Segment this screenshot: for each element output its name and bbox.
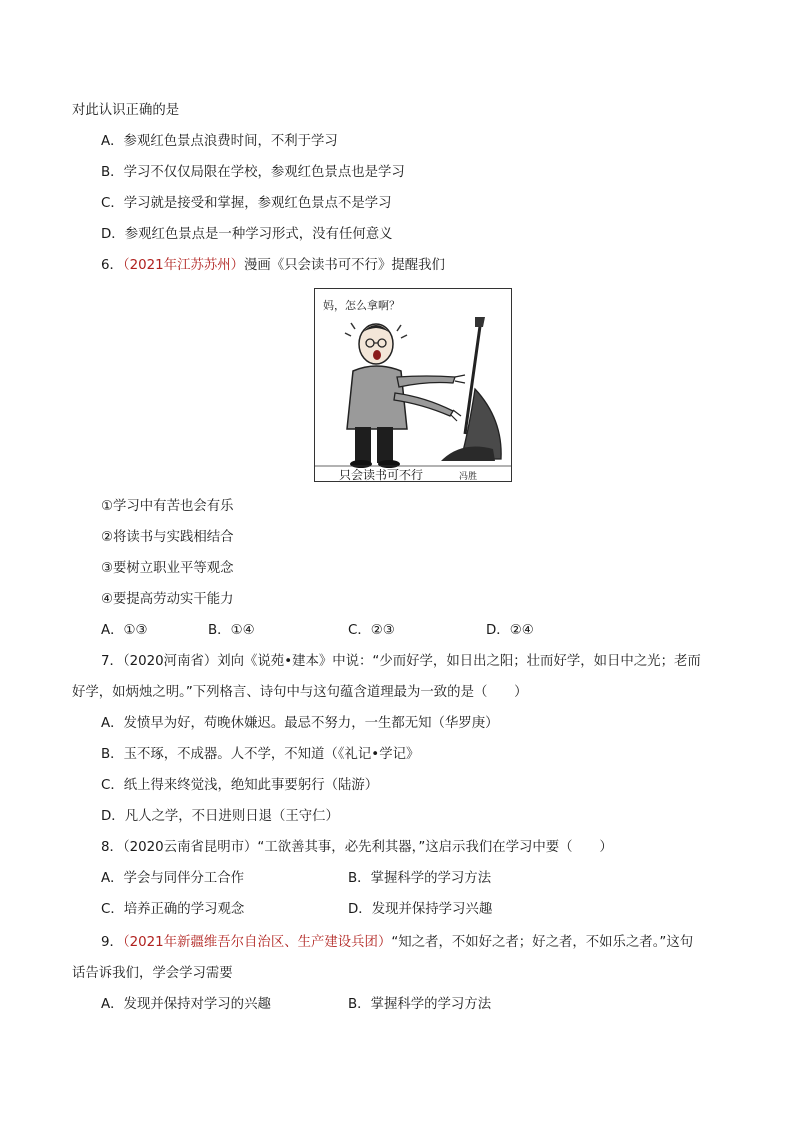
q6-option-c: C．②③ bbox=[348, 623, 395, 638]
q5-option-d: D．参观红色景点是一种学习形式，没有任何意义 bbox=[101, 227, 393, 242]
q8-options-row2 bbox=[72, 901, 734, 919]
q8-option-c: C．培养正确的学习观念 bbox=[101, 902, 245, 917]
q5-option-a: A．参观红色景点浪费时间，不利于学习 bbox=[101, 134, 338, 149]
q6-statement-4: ④要提高劳动实干能力 bbox=[101, 592, 234, 607]
q7-option-b: B．玉不琢，不成器。人不学，不知道（《礼记•学记》 bbox=[101, 747, 420, 762]
q9-options-row bbox=[72, 996, 734, 1014]
q6-statement-1: ①学习中有苦也会有乐 bbox=[101, 499, 234, 514]
q6-options-row bbox=[72, 622, 734, 640]
q5-option-c: C．学习就是接受和掌握，参观红色景点不是学习 bbox=[101, 196, 392, 211]
q9-stem-line2: 话告诉我们，学会学习需要 bbox=[72, 966, 233, 981]
q9-stem bbox=[101, 934, 734, 952]
q6-option-d: D．②④ bbox=[486, 623, 534, 638]
q6-source: （2021年江苏苏州） bbox=[122, 258, 245, 273]
q6-stem-text: 漫画《只会读书可不行》提醒我们 bbox=[244, 258, 445, 273]
q7-option-d: D．凡人之学，不日进则日退（王守仁） bbox=[101, 809, 339, 824]
cartoon-speech: 妈，怎么拿啊？ bbox=[323, 299, 400, 312]
q9-source: （2021年新疆维吾尔自治区、生产建设兵团） bbox=[122, 935, 392, 950]
q7-option-c: C．纸上得来终觉浅，绝知此事要躬行（陆游） bbox=[101, 778, 379, 793]
q9-number: 9． bbox=[101, 935, 123, 950]
q8-stem: 8．（2020云南省昆明市）“工欲善其事，必先利其器，”这启示我们在学习中要（ ） bbox=[101, 840, 613, 855]
q9-stem-text: “知之者，不如好之者；好之者，不如乐之者。”这句 bbox=[391, 935, 694, 950]
q6-statement-2: ②将读书与实践相结合 bbox=[101, 530, 234, 545]
q5-option-b: B．学习不仅仅局限在学校，参观红色景点也是学习 bbox=[101, 165, 405, 180]
q6-option-a: A．①③ bbox=[101, 623, 148, 638]
q8-option-b: B．掌握科学的学习方法 bbox=[348, 871, 492, 886]
q7-option-a: A．发愤早为好，苟晚休嫌迟。最忌不努力，一生都无知（华罗庚） bbox=[101, 716, 499, 731]
q8-option-a: A．学会与同伴分工合作 bbox=[101, 871, 245, 886]
cartoon-signature: 冯胜 bbox=[459, 472, 478, 481]
q8-options-row1 bbox=[72, 870, 734, 888]
q6-number: 6． bbox=[101, 258, 123, 273]
q6-option-b: B．①④ bbox=[208, 623, 255, 638]
q6-stem bbox=[101, 257, 734, 275]
q6-statement-3: ③要树立职业平等观念 bbox=[101, 561, 234, 576]
q5-stem: 对此认识正确的是 bbox=[72, 103, 180, 118]
q7-stem-line1: 7．（2020河南省）刘向《说苑•建本》中说：“少而好学，如日出之阳；壮而好学，如日中之光；老而 bbox=[101, 654, 701, 669]
q8-option-d: D．发现并保持学习兴趣 bbox=[348, 902, 493, 917]
q7-stem-line2: 好学，如炳烛之明。”下列格言、诗句中与这句蕴含道理最为一致的是（ ） bbox=[72, 685, 528, 700]
q9-option-a: A．发现并保持对学习的兴趣 bbox=[101, 997, 271, 1012]
cartoon-caption: 只会读书可不行 bbox=[339, 468, 424, 481]
q9-option-b: B．掌握科学的学习方法 bbox=[348, 997, 492, 1012]
q6-cartoon bbox=[314, 288, 512, 482]
